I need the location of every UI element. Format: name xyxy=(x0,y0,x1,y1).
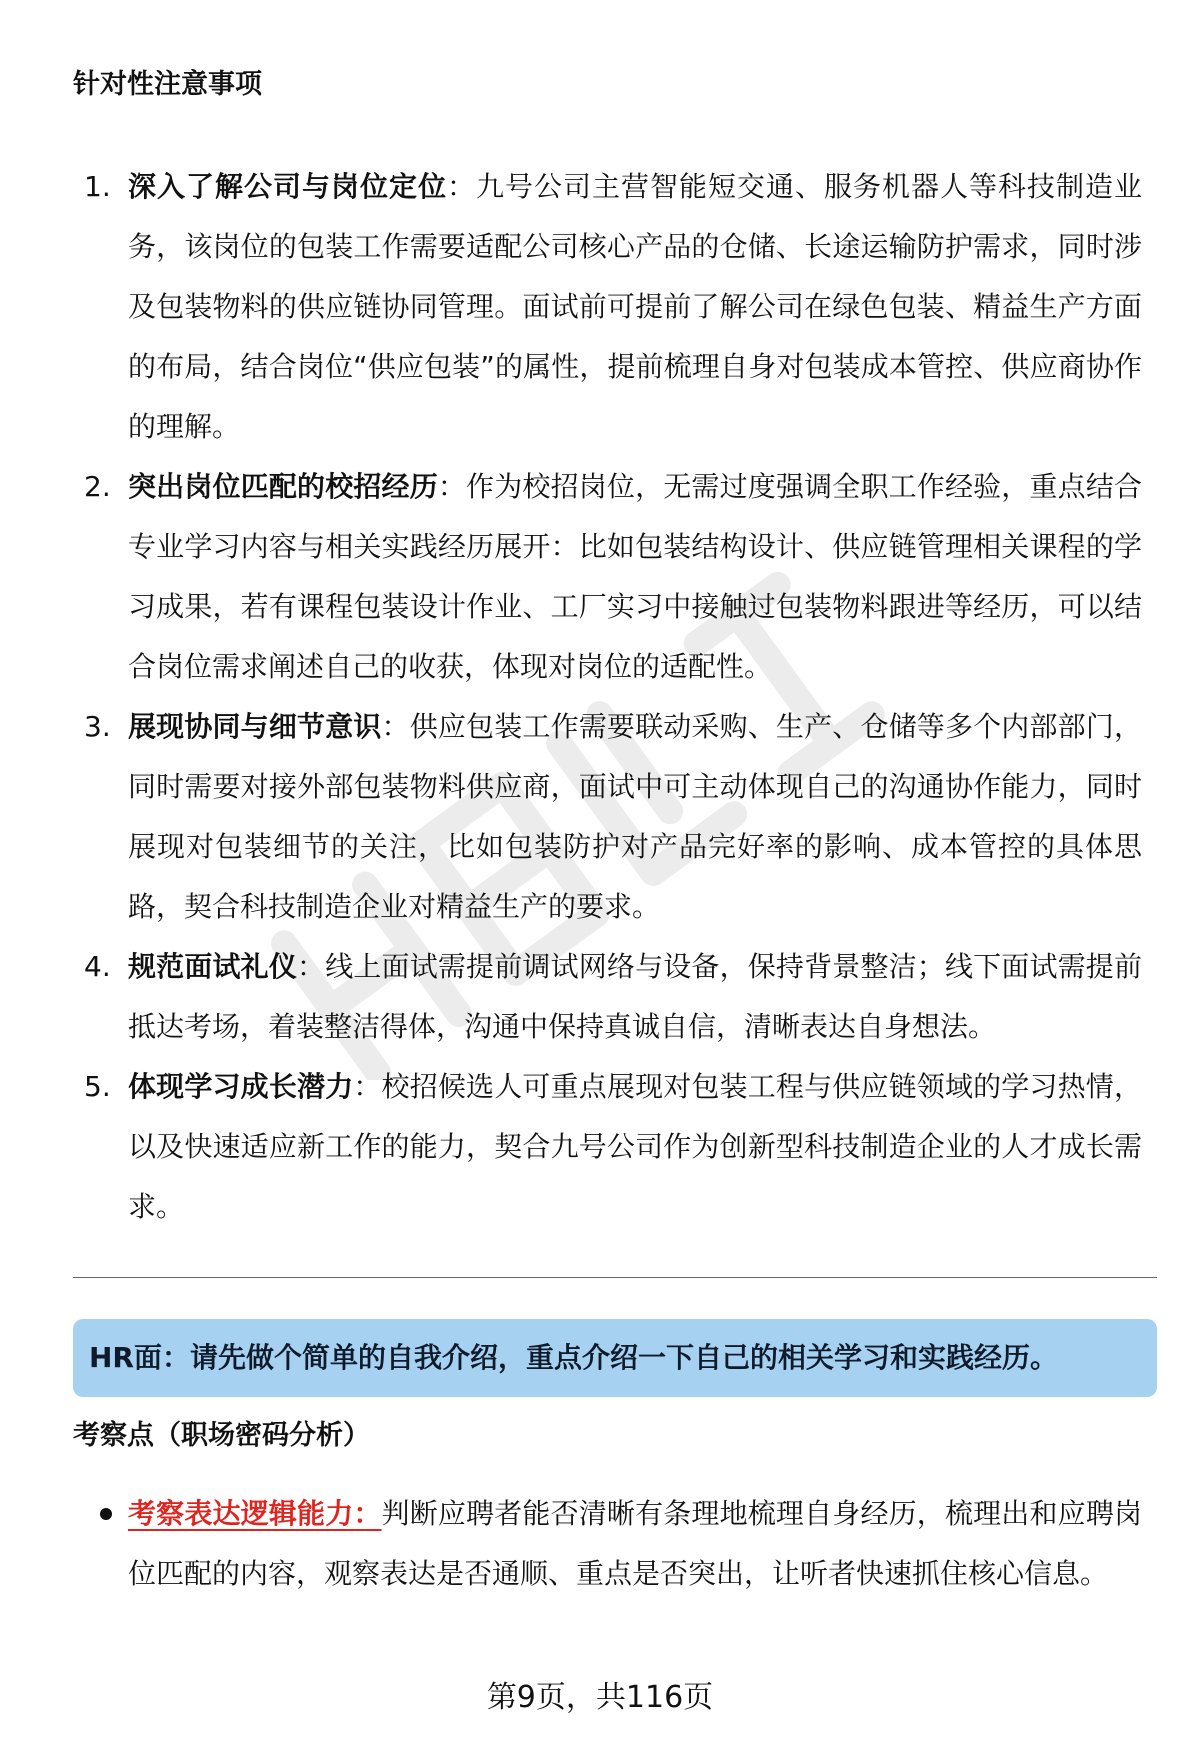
item-body: ：九号公司主营智能短交通、服务机器人等科技制造业务，该岗位的包装工作需要适配公司核心产品的仓储、长途运输防护需求，同时涉及包装物料的供应链协同管理。面试前可提前了解公司在绿色包装、精益生产方面的布局，结合岗位“供应包装”的属性，提前梳理自身对包装成本管控、供应商协作的理解。 xyxy=(128,170,1142,443)
item-heading: 体现学习成长潜力 xyxy=(128,1070,354,1103)
item-body: ：线上面试需提前调试网络与设备，保持背景整洁；线下面试需提前抵达考场，着装整洁得体，沟通中保持真诚自信，清晰表达自身想法。 xyxy=(128,950,1142,1043)
bullet-icon xyxy=(100,1508,112,1520)
page-number: 第9页，共116页 xyxy=(486,1680,714,1715)
list-item xyxy=(100,1484,1142,1604)
bullet-heading: 考察表达逻辑能力： xyxy=(128,1497,382,1530)
assessment-list xyxy=(100,1484,1142,1604)
item-number: 5. xyxy=(84,1070,111,1103)
notes-list xyxy=(78,157,1142,1237)
list-item xyxy=(78,157,1142,457)
section-title: 针对性注意事项 xyxy=(73,69,262,100)
section-divider xyxy=(73,1277,1157,1278)
item-body: ：供应包装工作需要联动采购、生产、仓储等多个内部部门，同时需要对接外部包装物料供应商，面试中可主动体现自己的沟通协作能力，同时展现对包装细节的关注，比如包装防护对产品完好率的影响、成本管控的具体思路，契合科技制造企业对精益生产的要求。 xyxy=(128,710,1142,923)
item-number: 1. xyxy=(84,170,111,203)
item-number: 3. xyxy=(84,710,111,743)
list-item xyxy=(78,937,1142,1057)
list-item xyxy=(78,457,1142,697)
item-heading: 规范面试礼仪 xyxy=(128,950,298,983)
item-number: 4. xyxy=(84,950,111,983)
item-body: ：作为校招岗位，无需过度强调全职工作经验，重点结合专业学习内容与相关实践经历展开：比如包装结构设计、供应链管理相关课程的学习成果，若有课程包装设计作业、工厂实习中接触过包装物料跟进等经历，可以结合岗位需求阐述自己的收获，体现对岗位的适配性。 xyxy=(128,470,1142,683)
item-heading: 突出岗位匹配的校招经历 xyxy=(128,470,438,503)
assessment-subtitle: 考察点（职场密码分析） xyxy=(73,1420,370,1451)
item-heading: 深入了解公司与岗位定位 xyxy=(128,170,447,203)
bullet-body: 判断应聘者能否清晰有条理地梳理自身经历，梳理出和应聘岗位匹配的内容，观察表达是否通顺、重点是否突出，让听者快速抓住核心信息。 xyxy=(128,1497,1142,1590)
item-heading: 展现协同与细节意识 xyxy=(128,710,382,743)
hr-question-box: HR面：请先做个简单的自我介绍，重点介绍一下自己的相关学习和实践经历。 xyxy=(73,1319,1157,1397)
list-item xyxy=(78,1057,1142,1237)
item-body: ：校招候选人可重点展现对包装工程与供应链领域的学习热情，以及快速适应新工作的能力，契合九号公司作为创新型科技制造企业的人才成长需求。 xyxy=(128,1070,1142,1223)
item-number: 2. xyxy=(84,470,111,503)
list-item xyxy=(78,697,1142,937)
